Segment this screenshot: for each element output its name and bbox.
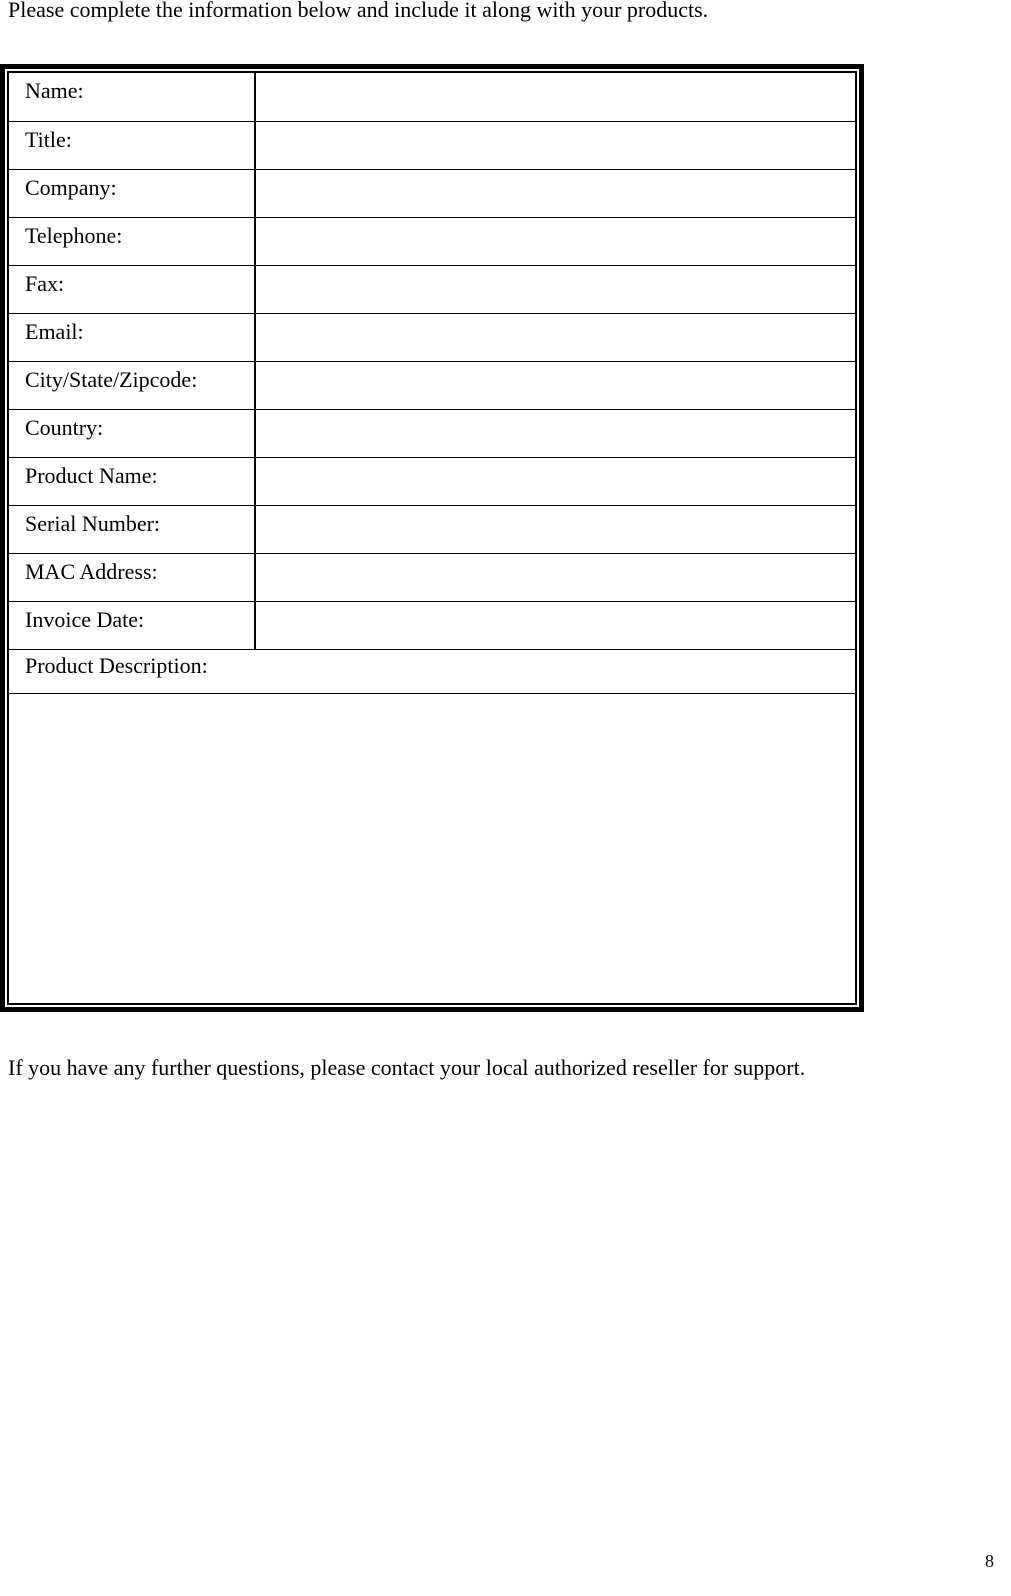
field-value-serial-number[interactable]	[255, 505, 855, 553]
table-row	[9, 169, 855, 217]
field-value-telephone[interactable]	[255, 217, 855, 265]
field-label-company: Company:	[9, 169, 255, 217]
page-number: 8	[985, 1551, 994, 1571]
field-label-invoice-date: Invoice Date:	[9, 601, 255, 649]
field-value-product-name[interactable]	[255, 457, 855, 505]
field-label-serial-number: Serial Number:	[9, 505, 255, 553]
field-label-product-name: Product Name:	[9, 457, 255, 505]
field-label-email: Email:	[9, 313, 255, 361]
field-value-city-state-zipcode[interactable]	[255, 361, 855, 409]
field-value-name[interactable]	[255, 73, 855, 121]
field-value-company[interactable]	[255, 169, 855, 217]
registration-form-inner	[7, 71, 857, 1005]
field-label-fax: Fax:	[9, 265, 255, 313]
info-table	[9, 73, 855, 650]
table-row	[9, 505, 855, 553]
product-description-area[interactable]	[9, 694, 855, 1002]
table-row	[9, 73, 855, 121]
field-label-city-state-zipcode: City/State/Zipcode:	[9, 361, 255, 409]
field-label-name: Name:	[9, 73, 255, 121]
field-value-invoice-date[interactable]	[255, 601, 855, 649]
table-row	[9, 457, 855, 505]
field-value-title[interactable]	[255, 121, 855, 169]
table-row	[9, 121, 855, 169]
product-description-label: Product Description:	[9, 650, 855, 694]
field-label-title: Title:	[9, 121, 255, 169]
intro-text: Please complete the information below and include it along with your products.	[8, 0, 709, 22]
support-note: If you have any further questions, please contact your local authorized reseller for support.	[8, 1055, 806, 1080]
field-value-fax[interactable]	[255, 265, 855, 313]
table-row	[9, 601, 855, 649]
field-value-mac-address[interactable]	[255, 553, 855, 601]
table-row	[9, 313, 855, 361]
field-value-email[interactable]	[255, 313, 855, 361]
table-row	[9, 217, 855, 265]
table-row	[9, 265, 855, 313]
table-row	[9, 409, 855, 457]
field-value-country[interactable]	[255, 409, 855, 457]
field-label-mac-address: MAC Address:	[9, 553, 255, 601]
table-row	[9, 361, 855, 409]
table-row	[9, 553, 855, 601]
field-label-telephone: Telephone:	[9, 217, 255, 265]
field-label-country: Country:	[9, 409, 255, 457]
registration-form	[0, 64, 864, 1012]
